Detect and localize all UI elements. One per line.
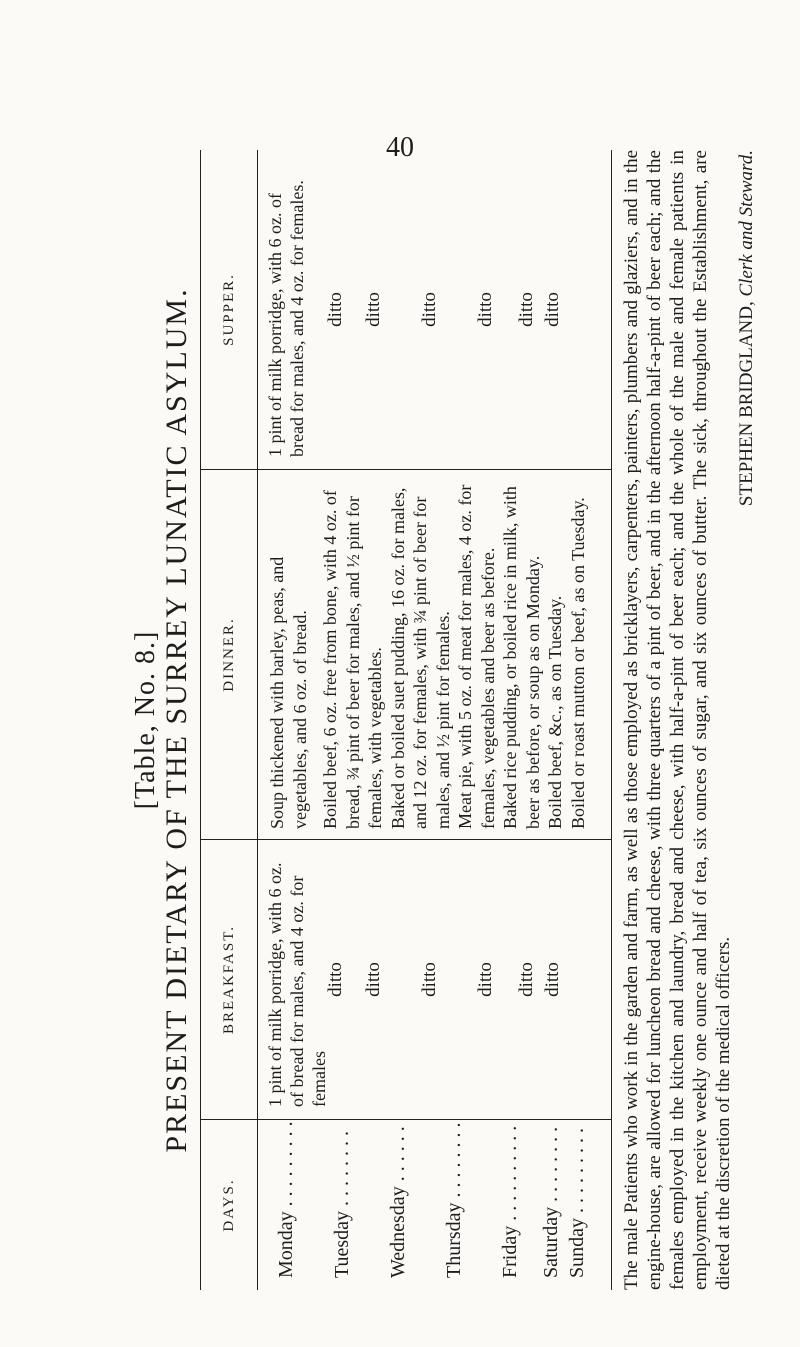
breakfast-sunday: ditto [542, 962, 563, 997]
dinner-friday: Baked rice pudding, or boiled rice in milk, with beer as before, or soup as on Monday. [500, 486, 543, 829]
supper-saturday: ditto [516, 292, 537, 327]
footnote-text: The male Patients who work in the garden and farm, as well as those employed as bricklayers, carpenters, painters, plumbers and glaziers, and in the engine-house, are allowed for luncheon bread and cheese, with three quarters of a pint of beer, and in the afternoon half-a-pint of beer each; and the females employed in the kitchen and laundry, bread and cheese, with half-a-pint of beer each; and the whole of the male and female patients in employment, receive weekly one ounce and half of tea, six ounces of sugar, and six ounces of butter. The sick, throughout the Establishment, are dieted at the discretion of the medical officers. [621, 150, 734, 1290]
table-label: [Table, No. 8.] [130, 630, 161, 810]
day-thursday: Thursday . . . . . . . . [443, 1122, 465, 1278]
supper-column [201, 150, 611, 470]
breakfast-thursday: ditto [419, 962, 440, 997]
days-header: DAYS. [201, 1120, 258, 1290]
footnote [620, 150, 758, 1290]
dietary-table [200, 150, 612, 1290]
signature-role: Clerk and Steward. [736, 150, 757, 297]
dinner-saturday: Boiled beef, &c., as on Tuesday. [545, 595, 565, 829]
day-friday: Friday . . . . . . . . . . [499, 1125, 521, 1278]
supper-tuesday: ditto [325, 292, 346, 327]
signature [735, 150, 758, 1290]
days-column [201, 1120, 611, 1290]
dinner-thursday: Meat pie, with 5 oz. of meat for males, 4 oz. for females, vegetables and beer as before. [455, 484, 498, 829]
day-saturday: Saturday . . . . . . . . [540, 1126, 562, 1278]
breakfast-friday: ditto [475, 962, 496, 997]
breakfast-monday: 1 pint of milk porridge, with 6 oz. of bread for males, and 4 oz. for females [265, 862, 329, 1107]
day-sunday: Sunday . . . . . . . . . [566, 1128, 588, 1278]
dinner-tuesday: Boiled beef, 6 oz. free from bone, with 4 oz. of bread, ¾ pint of beer for males, and ½ pint for females, with vegetables. [320, 490, 385, 829]
supper-wednesday: ditto [363, 292, 384, 327]
table-title: PRESENT DIETARY OF THE SURREY LUNATIC ASYLUM. [160, 287, 193, 1153]
dinner-header: DINNER. [201, 470, 258, 839]
breakfast-tuesday: ditto [325, 962, 346, 997]
breakfast-header: BREAKFAST. [201, 840, 258, 1119]
supper-header: SUPPER. [201, 150, 258, 469]
day-monday: Monday . . . . . . . . . [275, 1121, 297, 1278]
dinner-monday: Soup thickened with barley, peas, and vegetables, and 6 oz. of bread. [267, 556, 310, 829]
breakfast-column [201, 840, 611, 1120]
day-tuesday: Tuesday . . . . . . . . [331, 1130, 353, 1278]
supper-monday: 1 pint of milk porridge, with 6 oz. of bread for males, and 4 oz. for females. [265, 180, 307, 457]
rotated-page-content [130, 150, 770, 1290]
signature-name: STEPHEN BRIDGLAND, [736, 301, 757, 507]
breakfast-wednesday: ditto [363, 962, 384, 997]
supper-sunday: ditto [542, 292, 563, 327]
dinner-column [201, 470, 611, 840]
dinner-wednesday: Baked or boiled suet pudding, 16 oz. for males, and 12 oz. for females, with ¾ pint of beer for males, and ½ pint for females. [387, 487, 453, 829]
dinner-sunday: Boiled or roast mutton or beef, as on Tuesday. [567, 497, 588, 829]
supper-thursday: ditto [419, 292, 440, 327]
day-wednesday: Wednesday . . . . . . [387, 1126, 409, 1278]
breakfast-saturday: ditto [516, 962, 537, 997]
page-number: 40 [386, 132, 414, 163]
supper-friday: ditto [475, 292, 496, 327]
